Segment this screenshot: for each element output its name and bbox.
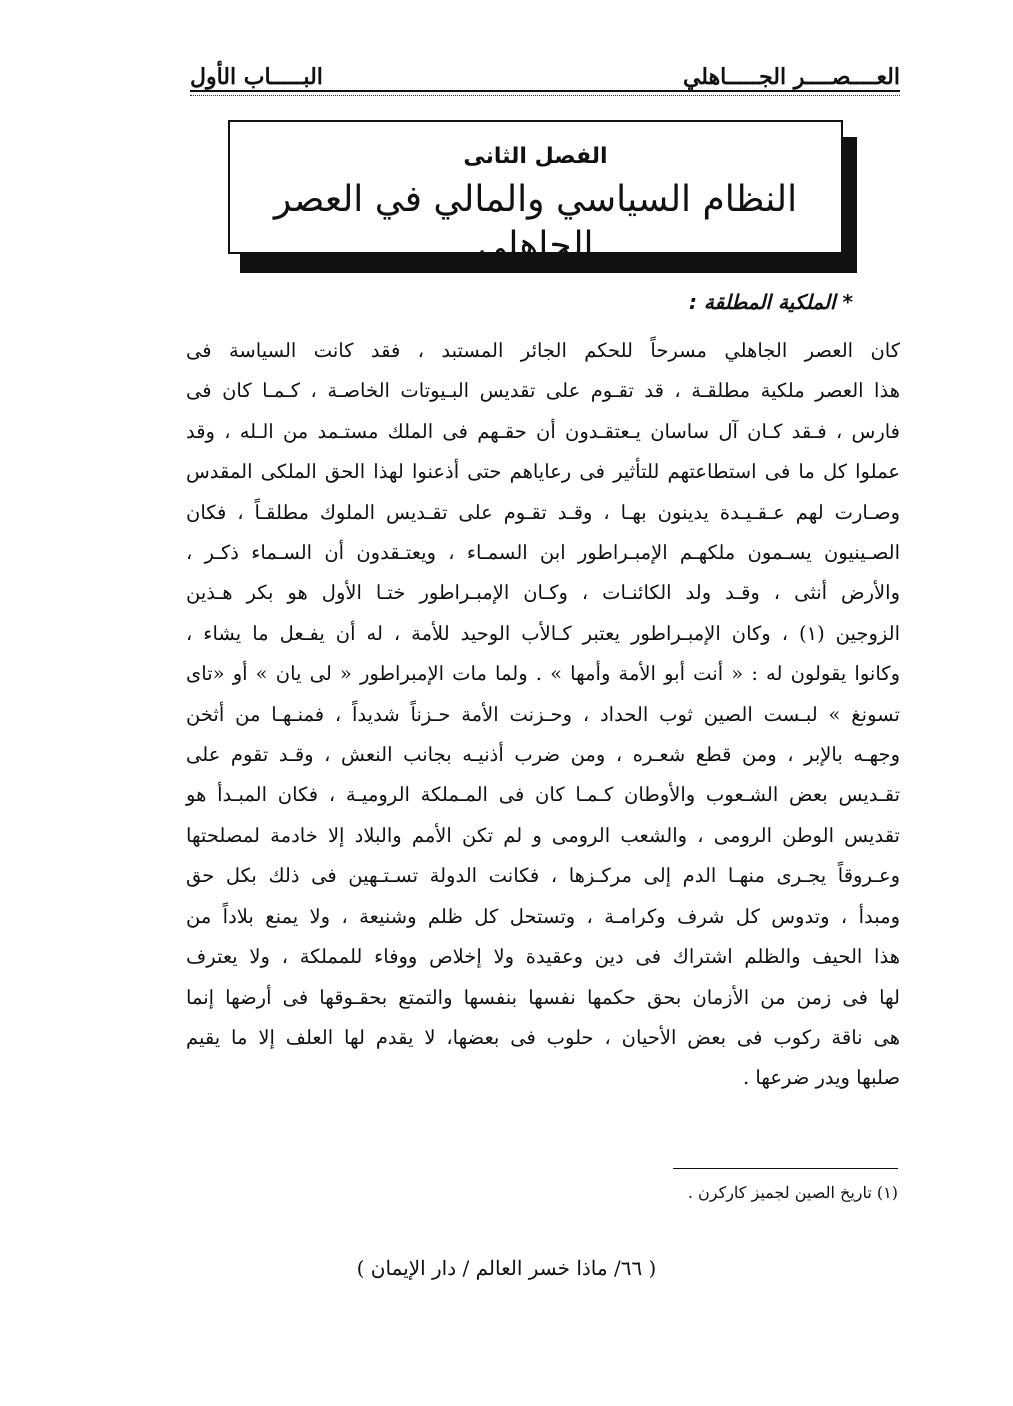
body-line: والأرض أنثى ، وقـد ولد الكائنـات ، وكـان الإمبـراطور ختـا الأول هو بكر هـذين	[186, 581, 900, 605]
body-line: هى ناقة ركوب فى بعض الأحيان ، حلوب فى بعضها، لا يقدم لها العلف إلا ما يقيم	[186, 1025, 900, 1049]
header-divider	[190, 90, 900, 96]
section-label: الفصل الثانى	[463, 144, 608, 169]
body-line: هذا الحيف والظلم اشتراك فى دين وعقيدة ولا إخلاص ووفاء للمملكة ، ولا يعترف	[186, 945, 900, 969]
body-line: ومبدأ ، وتدوس كل شرف وكرامـة ، وتستحل كل ظلم وشنيعة ، ولا يمنع بلاداً من	[186, 904, 900, 928]
body-line: وصـارت لهم عـقـيـدة يدينون بهـا ، وقـد تقـوم على تقـديس الملوك مطلقـاً ، فكان	[186, 500, 900, 524]
body-line: الزوجين (١) ، وكان الإمبـراطور يعتبر كـالأب الوحيد للأمة ، له أن يفـعل ما يشاء ،	[186, 621, 900, 645]
body-line: فارس ، فـقد كـان آل ساسان يـعتقـدون أن حقـهم فى الملك مستـمد من الـله ، وقد	[186, 419, 900, 443]
body-line: تقـديس بعض الشـعوب والأوطان كـمـا كان فى المـملكة الروميـة ، فكان المبـدأ هو	[186, 783, 900, 807]
body-line: كان العصر الجاهلي مسرحاً للحكم الجائر المستبد ، فقد كانت السياسة فى	[186, 339, 900, 362]
section-title: النظام السياسي والمالي في العصر الجاهلي	[273, 179, 798, 266]
footnote-divider	[673, 1168, 898, 1169]
running-header-chapter: البـــــاب الأول	[190, 64, 323, 90]
running-header-book-title: العــــصــــر الجـــــاهلي	[682, 64, 900, 90]
subheading: * الملكية المطلقة :	[688, 290, 853, 314]
body-line: وعـروقاً يجـرى منهـا الدم إلى مركـزها ، فكانت الدولة تسـتـهين فى ذلك بكل حق	[186, 864, 900, 888]
body-line: الصـينيون يسـمون ملكهـم الإمبـراطور ابن السمـاء ، ويعتـقدون أن السـماء ذكـر ،	[186, 541, 900, 565]
body-line: هذا العصر ملكية مطلقـة ، قد تقـوم على تقديس البـيوتات الخاصـة ، كـمـا كان فى	[186, 379, 900, 403]
running-header	[190, 54, 900, 90]
body-line: وكانوا يقولون له : « أنت أبو الأمة وأمها » . ولما مات الإمبراطور « لى يان » أو «تاى	[186, 662, 900, 686]
body-line: تسونغ » لبـست الصين ثوب الحداد ، وحـزنت الأمة حـزناً شديداً ، فمنـهـا من أثخن	[186, 702, 900, 726]
body-line: تقديس الوطن الرومى ، والشعب الرومى و لم تكن الأمم والبلاد إلا خادمة لمصلحتها	[186, 823, 900, 847]
page-footer: ( ٦٦/ ماذا خسر العالم / دار الإيمان )	[356, 1256, 657, 1280]
chapter-title-box	[228, 120, 843, 266]
body-line: عملوا كل ما فى استطاعتهم للتأثير فى رعاياهم حتى أذعنوا لهذا الحق الملكى المقدس	[186, 460, 900, 484]
body-paragraph	[186, 331, 900, 1099]
body-line: وجهـه بالإبر ، ومن قطع شعـره ، ومن ضرب أذنيـه بجانب النعش ، وقـد تقوم على	[186, 743, 900, 767]
body-line: لها فى زمن من الأزمان بحق حكمها نفسها بنفسها والتمتع بحقـوقها فى أرضها إنما	[186, 985, 900, 1009]
body-line: صلبها ويدر ضرعها .	[743, 1066, 900, 1090]
footnote: (١) تاريخ الصين لجميز كاركرن .	[687, 1183, 898, 1202]
